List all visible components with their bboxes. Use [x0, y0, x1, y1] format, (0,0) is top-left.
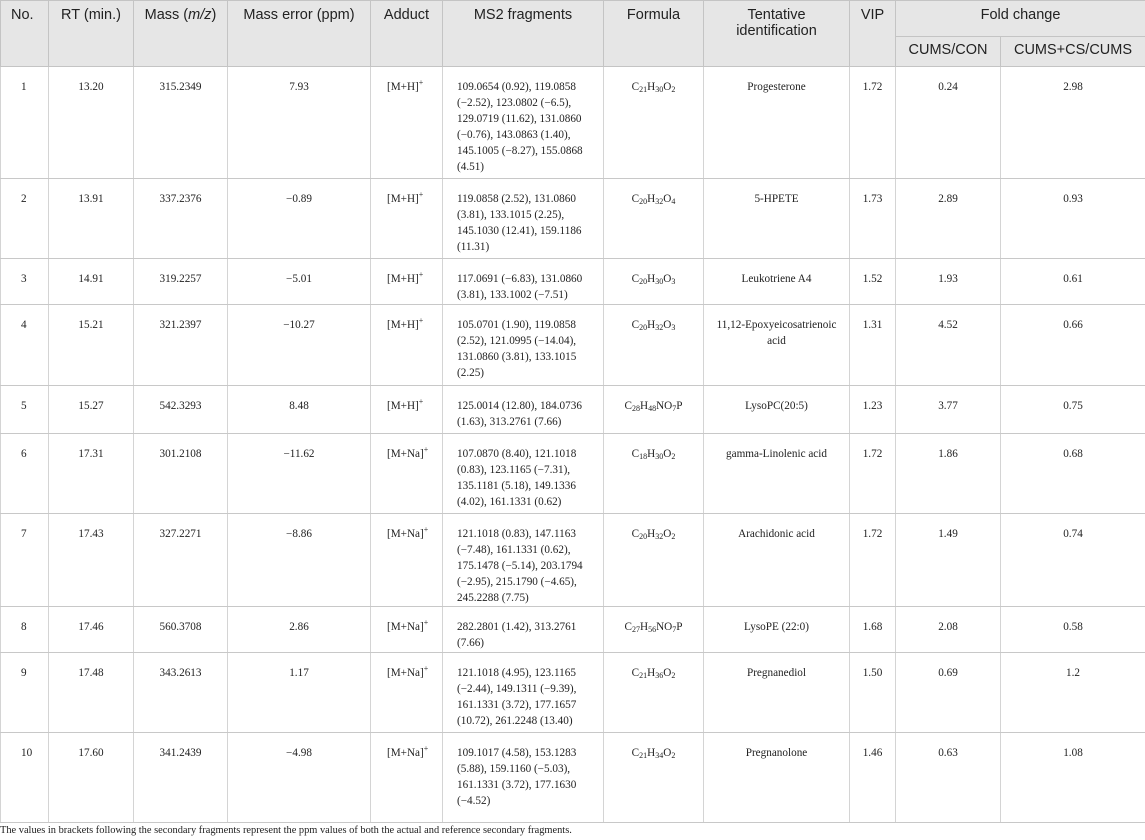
- cell-rt: 13.20: [49, 67, 134, 179]
- cell-mass: 321.2397: [134, 305, 228, 386]
- cell-formula: $C_{20}H_{32}O_4$: [604, 179, 704, 259]
- adduct-charge: +: [423, 618, 429, 627]
- cell-formula: $C_{21}H_{34}O_2$: [604, 733, 704, 823]
- adduct-text: [M+Na]: [387, 448, 424, 460]
- cell-identification: Pregnanediol: [704, 653, 850, 733]
- cell-mass: 315.2349: [134, 67, 228, 179]
- cell-mass-error: 2.86: [228, 607, 371, 653]
- cell-adduct: [371, 305, 443, 386]
- table-row: [1, 653, 1145, 733]
- cell-fc-cums-con: 2.89: [896, 179, 1001, 259]
- cell-mass-error: 8.48: [228, 386, 371, 434]
- cell-formula: $C_{18}H_{30}O_2$: [604, 434, 704, 514]
- cell-identification: Leukotriene A4: [704, 259, 850, 305]
- cell-rt: 17.43: [49, 514, 134, 607]
- cell-vip: 1.68: [850, 607, 896, 653]
- header-mass: [134, 1, 228, 67]
- cell-mass-error: −5.01: [228, 259, 371, 305]
- cell-identification: 5-HPETE: [704, 179, 850, 259]
- cell-mass-error: 7.93: [228, 67, 371, 179]
- cell-no: 6: [1, 434, 49, 514]
- header-vip: VIP: [850, 1, 896, 67]
- cell-identification: Pregnanolone: [704, 733, 850, 823]
- adduct-charge: +: [423, 744, 429, 753]
- cell-formula: $C_{28}H_{48}NO_7P$: [604, 386, 704, 434]
- cell-adduct: [371, 179, 443, 259]
- cell-fc-cs-cums: 0.74: [1001, 514, 1145, 607]
- cell-vip: 1.23: [850, 386, 896, 434]
- table-row: [1, 434, 1145, 514]
- cell-fc-cums-con: 1.93: [896, 259, 1001, 305]
- header-mass-prefix: Mass (: [144, 7, 189, 23]
- header-ms2: MS2 fragments: [443, 1, 604, 67]
- cell-formula: $C_{20}H_{32}O_2$: [604, 514, 704, 607]
- cell-ms2-fragments: 121.1018 (4.95), 123.1165 (−2.44), 149.1311 (−9.39), 161.1331 (3.72), 177.1657 (10.72), 261.2248 (13.40): [443, 653, 604, 733]
- adduct-charge: +: [418, 316, 424, 325]
- cell-fc-cums-con: 4.52: [896, 305, 1001, 386]
- cell-no: 9: [1, 653, 49, 733]
- header-adduct: Adduct: [371, 1, 443, 67]
- cell-adduct: [371, 733, 443, 823]
- cell-ms2-fragments: 105.0701 (1.90), 119.0858 (2.52), 121.0995 (−14.04), 131.0860 (3.81), 133.1015 (2.25): [443, 305, 604, 386]
- cell-no: 2: [1, 179, 49, 259]
- table-body: [1, 67, 1145, 823]
- cell-fc-cs-cums: 0.58: [1001, 607, 1145, 653]
- adduct-text: [M+H]: [387, 81, 419, 93]
- cell-formula: $C_{21}H_{30}O_2$: [604, 67, 704, 179]
- cell-vip: 1.50: [850, 653, 896, 733]
- adduct-text: [M+H]: [387, 193, 419, 205]
- cell-adduct: [371, 386, 443, 434]
- adduct-text: [M+H]: [387, 319, 419, 331]
- adduct-charge: +: [423, 525, 429, 534]
- cell-mass-error: −4.98: [228, 733, 371, 823]
- adduct-charge: +: [418, 190, 424, 199]
- header-identification: Tentative identification: [704, 1, 850, 67]
- adduct-text: [M+Na]: [387, 528, 424, 540]
- cell-identification: Arachidonic acid: [704, 514, 850, 607]
- cell-mass-error: −10.27: [228, 305, 371, 386]
- cell-no: 10: [1, 733, 49, 823]
- adduct-charge: +: [423, 664, 429, 673]
- header-fc-cums-con: CUMS/CON: [896, 37, 1001, 67]
- header-mass-error: Mass error (ppm): [228, 1, 371, 67]
- table-row: [1, 67, 1145, 179]
- header-fold-change: Fold change: [896, 1, 1145, 37]
- table-row: [1, 607, 1145, 653]
- cell-mass: 343.2613: [134, 653, 228, 733]
- cell-fc-cs-cums: 0.75: [1001, 386, 1145, 434]
- cell-ms2-fragments: 109.1017 (4.58), 153.1283 (5.88), 159.1160 (−5.03), 161.1331 (3.72), 177.1630 (−4.52): [443, 733, 604, 823]
- adduct-text: [M+H]: [387, 273, 419, 285]
- cell-rt: 17.46: [49, 607, 134, 653]
- header-formula: Formula: [604, 1, 704, 67]
- cell-mass-error: 1.17: [228, 653, 371, 733]
- adduct-text: [M+H]: [387, 400, 419, 412]
- cell-mass: 319.2257: [134, 259, 228, 305]
- cell-mass-error: −11.62: [228, 434, 371, 514]
- cell-adduct: [371, 607, 443, 653]
- cell-rt: 17.31: [49, 434, 134, 514]
- cell-formula: $C_{21}H_{36}O_2$: [604, 653, 704, 733]
- cell-adduct: [371, 434, 443, 514]
- cell-formula: $C_{27}H_{56}NO_7P$: [604, 607, 704, 653]
- cell-rt: 13.91: [49, 179, 134, 259]
- cell-no: 5: [1, 386, 49, 434]
- table-row: [1, 179, 1145, 259]
- cell-formula: $C_{20}H_{32}O_3$: [604, 305, 704, 386]
- table-row: [1, 259, 1145, 305]
- cell-vip: 1.72: [850, 514, 896, 607]
- adduct-charge: +: [418, 397, 424, 406]
- cell-identification: Progesterone: [704, 67, 850, 179]
- adduct-text: [M+Na]: [387, 667, 424, 679]
- cell-identification: gamma-Linolenic acid: [704, 434, 850, 514]
- cell-fc-cs-cums: 2.98: [1001, 67, 1145, 179]
- cell-vip: 1.52: [850, 259, 896, 305]
- header-fc-cs-cums: CUMS+CS/CUMS: [1001, 37, 1145, 67]
- cell-identification: 11,12-Epoxyeicosatrienoic acid: [704, 305, 850, 386]
- cell-identification: LysoPC(20:5): [704, 386, 850, 434]
- adduct-text: [M+Na]: [387, 621, 424, 633]
- cell-no: 4: [1, 305, 49, 386]
- cell-ms2-fragments: 117.0691 (−6.83), 131.0860 (3.81), 133.1002 (−7.51): [443, 259, 604, 305]
- cell-fc-cs-cums: 1.2: [1001, 653, 1145, 733]
- cell-adduct: [371, 514, 443, 607]
- cell-fc-cs-cums: 0.93: [1001, 179, 1145, 259]
- cell-ms2-fragments: 107.0870 (8.40), 121.1018 (0.83), 123.1165 (−7.31), 135.1181 (5.18), 149.1336 (4.02), 161.1331 (0.62): [443, 434, 604, 514]
- cell-no: 3: [1, 259, 49, 305]
- cell-mass: 542.3293: [134, 386, 228, 434]
- cell-ms2-fragments: 109.0654 (0.92), 119.0858 (−2.52), 123.0802 (−6.5), 129.0719 (11.62), 131.0860 (−0.76), 143.0863 (1.40), 145.1005 (−8.27), 155.0868 (4.51): [443, 67, 604, 179]
- adduct-charge: +: [418, 78, 424, 87]
- cell-fc-cs-cums: 0.68: [1001, 434, 1145, 514]
- cell-adduct: [371, 67, 443, 179]
- cell-identification: LysoPE (22:0): [704, 607, 850, 653]
- cell-mass-error: −8.86: [228, 514, 371, 607]
- cell-fc-cs-cums: 1.08: [1001, 733, 1145, 823]
- cell-vip: 1.73: [850, 179, 896, 259]
- header-no: No.: [1, 1, 49, 67]
- cell-fc-cums-con: 0.69: [896, 653, 1001, 733]
- cell-fc-cums-con: 3.77: [896, 386, 1001, 434]
- cell-no: 7: [1, 514, 49, 607]
- cell-no: 8: [1, 607, 49, 653]
- cell-vip: 1.46: [850, 733, 896, 823]
- cell-mass: 327.2271: [134, 514, 228, 607]
- cell-ms2-fragments: 282.2801 (1.42), 313.2761 (7.66): [443, 607, 604, 653]
- table-footnote: The values in brackets following the secondary fragments represent the ppm values of both the actual and reference secondary fragments.: [0, 825, 572, 836]
- cell-fc-cs-cums: 0.66: [1001, 305, 1145, 386]
- header-mass-suffix: ): [211, 7, 217, 23]
- cell-fc-cums-con: 1.86: [896, 434, 1001, 514]
- cell-rt: 15.27: [49, 386, 134, 434]
- table-row: [1, 733, 1145, 823]
- cell-mass-error: −0.89: [228, 179, 371, 259]
- cell-mass: 560.3708: [134, 607, 228, 653]
- cell-fc-cs-cums: 0.61: [1001, 259, 1145, 305]
- cell-formula: $C_{20}H_{30}O_3$: [604, 259, 704, 305]
- cell-ms2-fragments: 121.1018 (0.83), 147.1163 (−7.48), 161.1331 (0.62), 175.1478 (−5.14), 203.1794 (−2.95), 215.1790 (−4.65), 245.2288 (7.75): [443, 514, 604, 607]
- table-row: [1, 514, 1145, 607]
- header-mass-unit: m/z: [188, 7, 212, 23]
- cell-adduct: [371, 259, 443, 305]
- cell-adduct: [371, 653, 443, 733]
- cell-mass: 341.2439: [134, 733, 228, 823]
- cell-fc-cums-con: 0.63: [896, 733, 1001, 823]
- cell-ms2-fragments: 125.0014 (12.80), 184.0736 (1.63), 313.2761 (7.66): [443, 386, 604, 434]
- cell-mass: 337.2376: [134, 179, 228, 259]
- cell-vip: 1.72: [850, 434, 896, 514]
- cell-rt: 17.60: [49, 733, 134, 823]
- adduct-charge: +: [423, 445, 429, 454]
- cell-rt: 15.21: [49, 305, 134, 386]
- table-row: [1, 386, 1145, 434]
- cell-no: 1: [1, 67, 49, 179]
- cell-rt: 17.48: [49, 653, 134, 733]
- cell-vip: 1.31: [850, 305, 896, 386]
- cell-fc-cums-con: 1.49: [896, 514, 1001, 607]
- adduct-text: [M+Na]: [387, 747, 424, 759]
- table-header: [1, 1, 1145, 67]
- table-row: [1, 305, 1145, 386]
- cell-ms2-fragments: 119.0858 (2.52), 131.0860 (3.81), 133.1015 (2.25), 145.1030 (12.41), 159.1186 (11.31): [443, 179, 604, 259]
- header-rt: RT (min.): [49, 1, 134, 67]
- cell-mass: 301.2108: [134, 434, 228, 514]
- cell-rt: 14.91: [49, 259, 134, 305]
- adduct-charge: +: [418, 270, 424, 279]
- cell-vip: 1.72: [850, 67, 896, 179]
- cell-fc-cums-con: 2.08: [896, 607, 1001, 653]
- cell-fc-cums-con: 0.24: [896, 67, 1001, 179]
